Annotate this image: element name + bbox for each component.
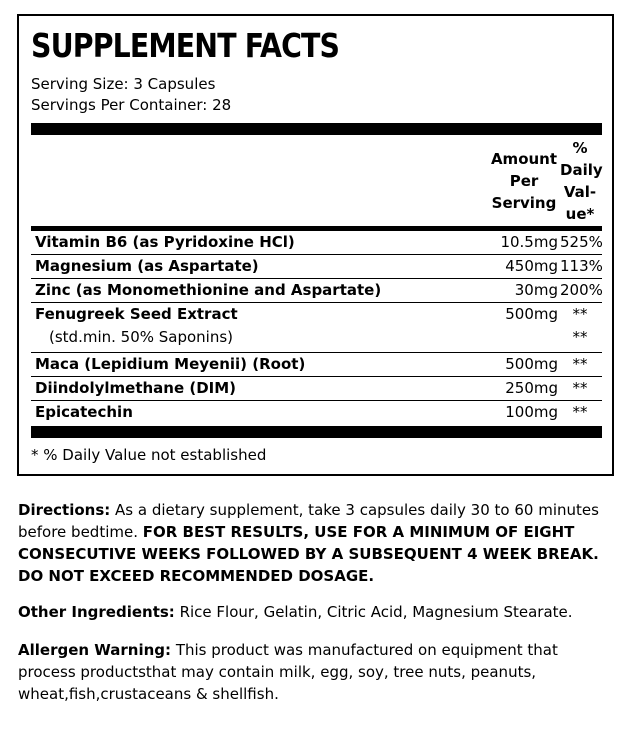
- table-row: [31, 353, 602, 377]
- directions-paragraph: [18, 499, 618, 587]
- ingredient-amount: 100mg: [505, 403, 558, 421]
- ingredient-amount: 450mg: [505, 257, 558, 275]
- facts-title: SUPPLEMENT FACTS: [31, 26, 340, 65]
- supplement-facts-panel: [17, 14, 614, 476]
- header-dv-line: %: [572, 139, 588, 157]
- table-row: [31, 279, 602, 303]
- header-amount-line: Per: [509, 172, 539, 190]
- ingredient-name: Epicatechin: [35, 403, 133, 421]
- directions-label: Directions:: [18, 501, 111, 519]
- header-dv-line: Val-: [563, 183, 597, 201]
- ingredient-dv: 113%: [560, 257, 603, 275]
- ingredient-name: (std.min. 50% Saponins): [49, 328, 234, 346]
- header-amount-line: Serving: [491, 194, 557, 212]
- ingredient-name: Magnesium (as Aspartate): [35, 257, 259, 275]
- servings-per-container: Servings Per Container: 28: [31, 96, 232, 114]
- ingredient-amount: 500mg: [505, 305, 558, 323]
- header-dv-line: Daily: [560, 161, 603, 179]
- ingredient-amount: 500mg: [505, 355, 558, 373]
- other-ingredients-paragraph: [18, 601, 618, 623]
- ingredient-name: Zinc (as Monomethionine and Aspartate): [35, 281, 382, 299]
- header-amount-per-serving: [489, 148, 559, 214]
- other-ingredients-label: Other Ingredients:: [18, 603, 175, 621]
- directions-emphasis: FOR BEST RESULTS, USE FOR A MINIMUM OF EIGHT CONSECUTIVE WEEKS FOLLOWED BY A SUBSEQUENT 4 WEEK BREAK. DO NOT EXCEED RECOMMENDED DOSAGE.: [18, 523, 599, 585]
- ingredient-name: Diindolylmethane (DIM): [35, 379, 237, 397]
- ingredient-dv: **: [572, 328, 588, 346]
- other-ingredients-text: Rice Flour, Gelatin, Citric Acid, Magnesium Stearate.: [174, 603, 573, 621]
- header-dv-line: ue*: [565, 205, 595, 223]
- table-row: [31, 231, 602, 255]
- table-row: [31, 326, 602, 353]
- bottom-divider: [31, 426, 602, 438]
- table-row: [31, 255, 602, 279]
- ingredient-name: Vitamin B6 (as Pyridoxine HCl): [35, 233, 295, 251]
- thick-divider: [31, 123, 602, 135]
- ingredient-name: Maca (Lepidium Meyenii) (Root): [35, 355, 306, 373]
- directions-text: As a dietary supplement, take 3 capsules daily 30 to 60 minutes before bedtime.: [18, 501, 599, 541]
- ingredient-dv: **: [572, 305, 588, 323]
- allergen-text: This product was manufactured on equipment that process productsthat may contain milk, egg, soy, tree nuts, peanuts, wheat,fish,crustaceans & shellfish.: [18, 641, 558, 703]
- serving-size: Serving Size: 3 Capsules: [31, 75, 216, 93]
- ingredient-dv: 525%: [560, 233, 603, 251]
- ingredient-amount: 30mg: [514, 281, 558, 299]
- header-daily-value: [560, 137, 603, 225]
- header-amount-line: Amount: [490, 150, 558, 168]
- nutrient-table: [31, 231, 602, 424]
- ingredient-dv: **: [572, 379, 588, 397]
- table-row: [31, 377, 602, 401]
- ingredient-name: Fenugreek Seed Extract: [35, 305, 238, 323]
- footnote: * % Daily Value not established: [31, 446, 267, 464]
- allergen-paragraph: [18, 639, 618, 705]
- table-row: [31, 303, 602, 326]
- allergen-label: Allergen Warning:: [18, 641, 172, 659]
- ingredient-amount: 250mg: [505, 379, 558, 397]
- ingredient-dv: 200%: [560, 281, 603, 299]
- table-row: [31, 401, 602, 424]
- ingredient-amount: 10.5mg: [500, 233, 558, 251]
- ingredient-dv: **: [572, 403, 588, 421]
- ingredient-dv: **: [572, 355, 588, 373]
